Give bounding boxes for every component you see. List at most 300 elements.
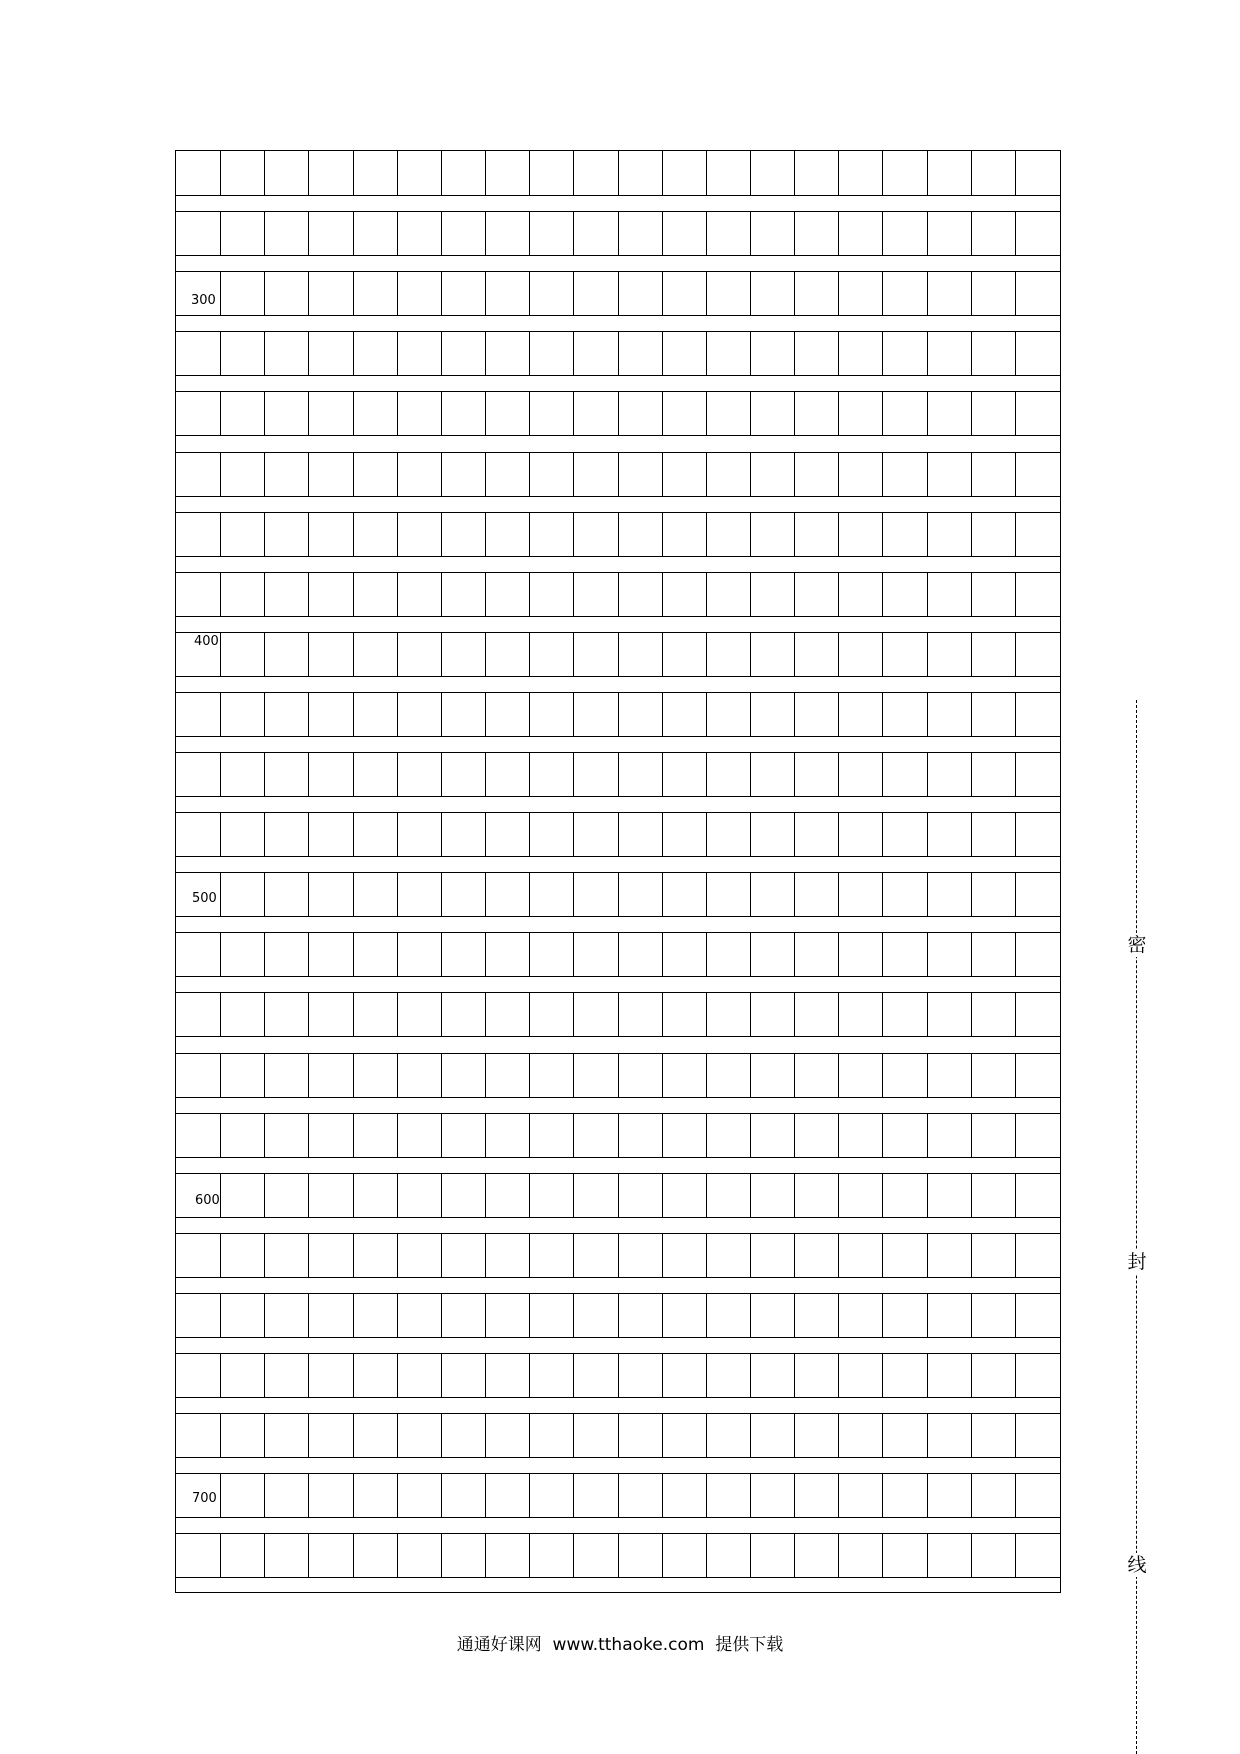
grid-cell xyxy=(662,933,706,976)
grid-cell xyxy=(353,1534,397,1577)
grid-cell xyxy=(706,1294,750,1337)
grid-cell xyxy=(176,1534,220,1577)
grid-cell xyxy=(441,1534,485,1577)
grid-cell xyxy=(308,1174,352,1217)
grid-cell xyxy=(838,151,882,195)
grid-cell xyxy=(794,212,838,255)
grid-cell xyxy=(220,513,264,556)
grid-cell xyxy=(573,1054,617,1097)
grid-cell xyxy=(441,813,485,856)
grid-cell xyxy=(264,272,308,315)
grid-cell xyxy=(573,693,617,736)
grid-cell xyxy=(927,1234,971,1277)
grid-cell xyxy=(1015,1474,1059,1517)
grid-cell xyxy=(220,392,264,435)
grid-cell xyxy=(838,813,882,856)
grid-row xyxy=(176,632,1060,677)
grid-cell xyxy=(353,151,397,195)
grid-cell xyxy=(264,1114,308,1157)
grid-cell xyxy=(176,392,220,435)
grid-cell xyxy=(308,993,352,1036)
grid-cell xyxy=(882,693,926,736)
grid-cell xyxy=(750,151,794,195)
grid-cell xyxy=(750,993,794,1036)
grid-cell xyxy=(750,873,794,916)
grid-cell xyxy=(927,633,971,676)
grid-cell xyxy=(971,1354,1015,1397)
grid-cell xyxy=(220,933,264,976)
grid-cell xyxy=(529,392,573,435)
grid-cell xyxy=(1015,212,1059,255)
grid-cell xyxy=(971,753,1015,796)
grid-cell xyxy=(176,1114,220,1157)
grid-cell xyxy=(882,272,926,315)
grid-cell xyxy=(971,633,1015,676)
grid-cell xyxy=(794,1174,838,1217)
grid-cell xyxy=(353,993,397,1036)
grid-cell xyxy=(838,1054,882,1097)
grid-cell xyxy=(706,1054,750,1097)
grid-cell xyxy=(485,1294,529,1337)
grid-cell xyxy=(706,453,750,496)
grid-cell xyxy=(264,332,308,375)
grid-cell xyxy=(264,151,308,195)
grid-cell xyxy=(397,392,441,435)
grid-cell xyxy=(1015,1174,1059,1217)
grid-cell xyxy=(794,332,838,375)
grid-cell xyxy=(882,993,926,1036)
grid-row xyxy=(176,932,1060,977)
grid-cell xyxy=(441,993,485,1036)
grid-cell xyxy=(264,212,308,255)
grid-cell xyxy=(176,933,220,976)
grid-cell xyxy=(618,272,662,315)
grid-cell xyxy=(397,1414,441,1457)
grid-cell xyxy=(264,693,308,736)
grid-cell xyxy=(706,873,750,916)
grid-cell xyxy=(838,633,882,676)
grid-cell xyxy=(220,813,264,856)
grid-cell xyxy=(353,513,397,556)
grid-cell xyxy=(397,753,441,796)
grid-cell xyxy=(529,873,573,916)
grid-cell xyxy=(882,1174,926,1217)
grid-cell xyxy=(264,392,308,435)
grid-cell xyxy=(618,1294,662,1337)
grid-cell xyxy=(662,392,706,435)
grid-cell xyxy=(927,151,971,195)
grid-cell xyxy=(573,272,617,315)
grid-cell xyxy=(662,151,706,195)
grid-cell xyxy=(220,573,264,616)
grid-cell xyxy=(573,332,617,375)
grid-cell xyxy=(618,573,662,616)
grid-cell xyxy=(573,1174,617,1217)
grid-cell xyxy=(882,813,926,856)
grid-cell xyxy=(264,513,308,556)
grid-cell xyxy=(1015,1534,1059,1577)
grid-cell xyxy=(706,753,750,796)
grid-cell xyxy=(927,1354,971,1397)
grid-cell xyxy=(573,392,617,435)
grid-cell xyxy=(573,1294,617,1337)
grid-cell xyxy=(971,453,1015,496)
grid-cell xyxy=(750,453,794,496)
grid-cell xyxy=(618,693,662,736)
grid-row xyxy=(176,1173,1060,1218)
grid-cell xyxy=(662,1534,706,1577)
grid-cell xyxy=(838,993,882,1036)
grid-cell xyxy=(971,1294,1015,1337)
grid-cell xyxy=(750,753,794,796)
grid-cell xyxy=(176,332,220,375)
grid-cell xyxy=(176,1294,220,1337)
grid-cell xyxy=(573,1534,617,1577)
grid-cell xyxy=(441,1234,485,1277)
grid-cell xyxy=(529,1174,573,1217)
grid-cell xyxy=(573,873,617,916)
grid-cell xyxy=(176,513,220,556)
grid-cell xyxy=(485,1114,529,1157)
grid-cell xyxy=(706,933,750,976)
grid-cell xyxy=(706,1414,750,1457)
grid-cell xyxy=(927,272,971,315)
grid-row xyxy=(176,331,1060,376)
grid-cell xyxy=(1015,933,1059,976)
grid-cell xyxy=(397,633,441,676)
grid-row xyxy=(176,1473,1060,1518)
grid-cell xyxy=(529,212,573,255)
grid-cell xyxy=(618,151,662,195)
grid-cell xyxy=(706,633,750,676)
writing-grid xyxy=(175,150,1061,1593)
grid-cell xyxy=(176,633,220,676)
grid-cell xyxy=(397,813,441,856)
grid-cell xyxy=(1015,332,1059,375)
grid-cell xyxy=(618,873,662,916)
grid-cell xyxy=(441,513,485,556)
grid-cell xyxy=(573,753,617,796)
grid-cell xyxy=(706,392,750,435)
grid-cell xyxy=(308,1474,352,1517)
grid-cell xyxy=(573,1414,617,1457)
grid-cell xyxy=(485,633,529,676)
grid-cell xyxy=(397,873,441,916)
grid-row xyxy=(176,1233,1060,1278)
grid-cell xyxy=(573,212,617,255)
grid-cell xyxy=(838,933,882,976)
grid-cell xyxy=(882,1474,926,1517)
grid-cell xyxy=(838,693,882,736)
grid-cell xyxy=(971,693,1015,736)
grid-cell xyxy=(838,392,882,435)
grid-cell xyxy=(1015,693,1059,736)
grid-cell xyxy=(264,1234,308,1277)
grid-cell xyxy=(750,332,794,375)
grid-cell xyxy=(220,1234,264,1277)
grid-cell xyxy=(1015,1354,1059,1397)
grid-cell xyxy=(176,151,220,195)
grid-cell xyxy=(220,212,264,255)
grid-cell xyxy=(176,212,220,255)
grid-cell xyxy=(485,1174,529,1217)
grid-cell xyxy=(618,1414,662,1457)
grid-cell xyxy=(529,573,573,616)
grid-cell xyxy=(397,1474,441,1517)
grid-cell xyxy=(750,1294,794,1337)
grid-cell xyxy=(838,1354,882,1397)
grid-row xyxy=(176,692,1060,737)
seal-char-mi: 密 xyxy=(1127,934,1147,956)
grid-cell xyxy=(220,272,264,315)
grid-cell xyxy=(529,1234,573,1277)
grid-cell xyxy=(838,573,882,616)
grid-cell xyxy=(794,813,838,856)
grid-cell xyxy=(927,573,971,616)
grid-cell xyxy=(176,693,220,736)
grid-cell xyxy=(838,332,882,375)
grid-cell xyxy=(529,933,573,976)
grid-cell xyxy=(264,1534,308,1577)
grid-cell xyxy=(971,332,1015,375)
grid-row xyxy=(176,1533,1060,1578)
grid-cell xyxy=(397,151,441,195)
grid-cell xyxy=(353,1234,397,1277)
grid-cell xyxy=(706,332,750,375)
grid-cell xyxy=(220,1474,264,1517)
grid-cell xyxy=(485,873,529,916)
grid-cell xyxy=(794,1234,838,1277)
grid-cell xyxy=(1015,633,1059,676)
grid-cell xyxy=(308,1354,352,1397)
grid-cell xyxy=(618,633,662,676)
grid-cell xyxy=(750,1054,794,1097)
grid-cell xyxy=(485,813,529,856)
grid-cell xyxy=(573,933,617,976)
grid-cell xyxy=(573,513,617,556)
grid-cell xyxy=(794,753,838,796)
grid-cell xyxy=(397,272,441,315)
grid-row xyxy=(176,211,1060,256)
grid-cell xyxy=(971,933,1015,976)
grid-cell xyxy=(706,993,750,1036)
grid-cell xyxy=(838,1414,882,1457)
grid-cell xyxy=(618,1234,662,1277)
grid-cell xyxy=(485,1474,529,1517)
grid-cell xyxy=(662,1294,706,1337)
grid-cell xyxy=(264,993,308,1036)
grid-cell xyxy=(662,1234,706,1277)
grid-cell xyxy=(397,212,441,255)
grid-cell xyxy=(971,392,1015,435)
grid-cell xyxy=(618,933,662,976)
grid-cell xyxy=(618,1534,662,1577)
grid-cell xyxy=(927,873,971,916)
word-count-marker: 600 xyxy=(195,1192,220,1208)
grid-cell xyxy=(485,453,529,496)
grid-cell xyxy=(397,1234,441,1277)
grid-cell xyxy=(573,813,617,856)
grid-cell xyxy=(927,1534,971,1577)
grid-cell xyxy=(882,1114,926,1157)
grid-cell xyxy=(573,1474,617,1517)
grid-cell xyxy=(485,1534,529,1577)
grid-cell xyxy=(927,212,971,255)
grid-cell xyxy=(882,1294,926,1337)
grid-cell xyxy=(927,753,971,796)
grid-cell xyxy=(485,573,529,616)
grid-cell xyxy=(308,933,352,976)
grid-cell xyxy=(971,573,1015,616)
grid-cell xyxy=(662,453,706,496)
grid-cell xyxy=(882,873,926,916)
grid-cell xyxy=(397,1534,441,1577)
grid-cell xyxy=(176,1354,220,1397)
grid-cell xyxy=(971,272,1015,315)
grid-cell xyxy=(662,1114,706,1157)
grid-cell xyxy=(838,513,882,556)
grid-cell xyxy=(441,753,485,796)
grid-cell xyxy=(353,1414,397,1457)
grid-cell xyxy=(1015,1114,1059,1157)
grid-cell xyxy=(529,993,573,1036)
grid-cell xyxy=(308,1114,352,1157)
grid-cell xyxy=(927,392,971,435)
grid-cell xyxy=(353,1054,397,1097)
grid-cell xyxy=(397,1054,441,1097)
grid-cell xyxy=(308,1294,352,1337)
grid-cell xyxy=(176,873,220,916)
grid-cell xyxy=(264,1294,308,1337)
grid-cell xyxy=(397,573,441,616)
grid-cell xyxy=(529,1294,573,1337)
grid-cell xyxy=(397,1354,441,1397)
grid-cell xyxy=(794,1114,838,1157)
grid-cell xyxy=(264,453,308,496)
grid-cell xyxy=(794,392,838,435)
grid-cell xyxy=(485,1054,529,1097)
grid-cell xyxy=(882,453,926,496)
grid-cell xyxy=(529,1534,573,1577)
grid-cell xyxy=(176,1414,220,1457)
word-count-marker: 400 xyxy=(194,633,219,649)
grid-cell xyxy=(220,1054,264,1097)
grid-cell xyxy=(220,1534,264,1577)
grid-cell xyxy=(838,873,882,916)
grid-cell xyxy=(838,453,882,496)
grid-cell xyxy=(529,1474,573,1517)
grid-cell xyxy=(573,993,617,1036)
grid-cell xyxy=(706,212,750,255)
grid-cell xyxy=(1015,1234,1059,1277)
grid-cell xyxy=(485,392,529,435)
grid-cell xyxy=(618,1114,662,1157)
grid-cell xyxy=(308,813,352,856)
grid-cell xyxy=(485,753,529,796)
grid-cell xyxy=(838,1114,882,1157)
grid-cell xyxy=(485,1354,529,1397)
grid-cell xyxy=(529,513,573,556)
grid-cell xyxy=(573,1234,617,1277)
grid-cell xyxy=(750,813,794,856)
grid-cell xyxy=(662,332,706,375)
grid-cell xyxy=(264,1174,308,1217)
grid-cell xyxy=(882,513,926,556)
grid-cell xyxy=(882,1234,926,1277)
grid-cell xyxy=(662,873,706,916)
grid-cell xyxy=(927,933,971,976)
grid-cell xyxy=(1015,573,1059,616)
grid-cell xyxy=(750,1174,794,1217)
grid-cell xyxy=(1015,813,1059,856)
grid-cell xyxy=(706,1354,750,1397)
grid-cell xyxy=(971,1054,1015,1097)
grid-cell xyxy=(529,151,573,195)
grid-cell xyxy=(353,1174,397,1217)
grid-cell xyxy=(353,633,397,676)
grid-cell xyxy=(618,753,662,796)
grid-cell xyxy=(706,573,750,616)
grid-row xyxy=(176,1413,1060,1458)
grid-cell xyxy=(794,573,838,616)
grid-cell xyxy=(1015,272,1059,315)
grid-cell xyxy=(794,1534,838,1577)
grid-cell xyxy=(220,693,264,736)
grid-cell xyxy=(750,693,794,736)
grid-cell xyxy=(706,1114,750,1157)
grid-cell xyxy=(794,453,838,496)
grid-cell xyxy=(529,332,573,375)
grid-cell xyxy=(618,392,662,435)
grid-cell xyxy=(529,1414,573,1457)
grid-cell xyxy=(662,272,706,315)
grid-cell xyxy=(1015,1054,1059,1097)
grid-cell xyxy=(971,1534,1015,1577)
grid-cell xyxy=(485,332,529,375)
grid-row xyxy=(176,992,1060,1037)
grid-cell xyxy=(176,1174,220,1217)
grid-cell xyxy=(882,633,926,676)
grid-cell xyxy=(927,1414,971,1457)
grid-cell xyxy=(706,272,750,315)
grid-cell xyxy=(662,513,706,556)
grid-cell xyxy=(794,513,838,556)
grid-cell xyxy=(441,151,485,195)
grid-cell xyxy=(750,1354,794,1397)
grid-cell xyxy=(1015,873,1059,916)
grid-cell xyxy=(308,753,352,796)
grid-cell xyxy=(220,453,264,496)
grid-cell xyxy=(971,813,1015,856)
grid-row xyxy=(176,1293,1060,1338)
grid-cell xyxy=(618,813,662,856)
grid-cell xyxy=(882,1414,926,1457)
grid-cell xyxy=(308,272,352,315)
grid-cell xyxy=(662,993,706,1036)
grid-cell xyxy=(1015,1414,1059,1457)
grid-cell xyxy=(308,453,352,496)
grid-cell xyxy=(176,1474,220,1517)
grid-cell xyxy=(794,151,838,195)
grid-cell xyxy=(441,332,485,375)
grid-cell xyxy=(662,1174,706,1217)
grid-cell xyxy=(750,633,794,676)
grid-cell xyxy=(176,813,220,856)
grid-cell xyxy=(176,993,220,1036)
grid-cell xyxy=(882,1354,926,1397)
grid-cell xyxy=(308,873,352,916)
grid-cell xyxy=(927,513,971,556)
